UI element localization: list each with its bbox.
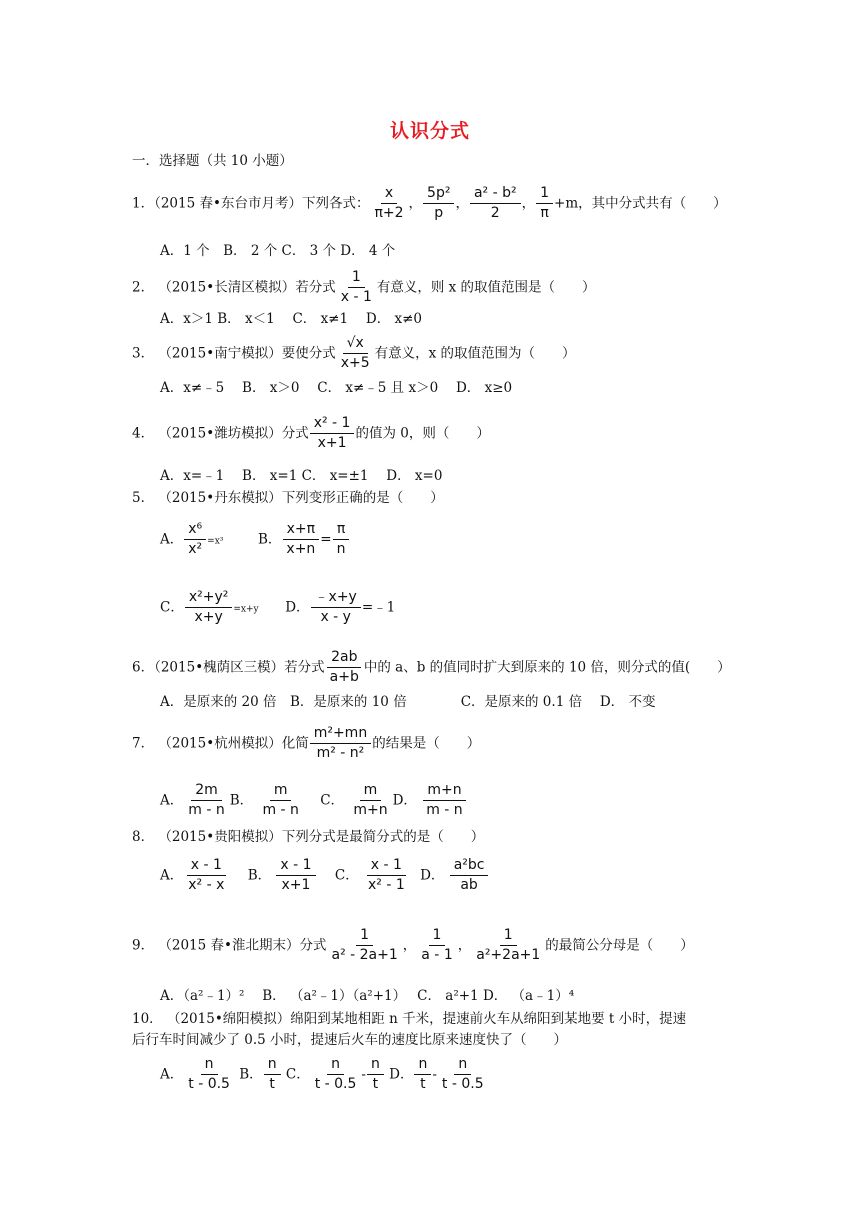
q1-f4-denominator: π [540, 205, 549, 222]
q2-stem: 2． （2015•长清区模拟）若分式 [132, 279, 336, 296]
q5-a-result: =x³ [207, 536, 224, 547]
question-1: 1．（2015 春•东台市月考）下列各式： $\frac{x}{\pi+2}$ ， $\frac{\text{5p²}}{p}$ ， $\frac{\text{a² - b²}}{2}$ ， $\frac{1}{\pi}$ +m，其中分式共有（ ） [132, 185, 727, 222]
q5-options-ab: A． $\frac{\text{x⁶}}{\text{x²}}$ =x³ B． $\frac{x+\pi}{x+n}$ = $\frac{\pi}{n}$ [160, 522, 350, 558]
q7-options [160, 783, 468, 819]
q10-stem-line-2: 后行车时间减少了 0.5 小时，提速后火车的速度比原来速度快了（ ） [132, 1032, 568, 1048]
q7-fraction [310, 726, 372, 762]
q4-numerator: x² - 1 [310, 416, 355, 434]
q3-numerator: √x [343, 336, 368, 354]
q8-option-c-label: C． [334, 867, 359, 884]
q1-fraction-3 [470, 186, 521, 222]
q5-c-denominator: x+y [194, 609, 223, 626]
q9-f1-numerator: 1 [356, 928, 373, 946]
q8-c-numerator: x - 1 [367, 858, 406, 876]
q7-numerator: m²+mn [310, 726, 372, 744]
q10-option-d-fraction-1 [414, 1057, 431, 1093]
q7-stem: 7． （2015•杭州模拟）化简 [132, 735, 309, 752]
question-7 [132, 726, 480, 762]
q7-c-numerator: m [360, 783, 382, 801]
question-4 [132, 416, 490, 452]
q5-option-c-fraction [185, 590, 233, 626]
q9-stem: 9． （2015 春•淮北期末）分式 [132, 937, 327, 954]
q8-d-denominator: ab [460, 877, 478, 894]
q5-option-b-fraction-left [282, 522, 319, 558]
q9-stem-end: 的最简公分母是（ ） [545, 937, 694, 954]
q7-stem-end: 的结果是（ ） [372, 735, 481, 752]
q5-option-b-label: B． [257, 531, 282, 548]
q7-option-d-label: D． [392, 792, 417, 809]
q8-a-denominator: x² - x [188, 877, 225, 894]
q7-option-c-label: C． [320, 792, 345, 809]
q7-a-denominator: m - n [188, 802, 225, 819]
q7-option-a-label: A． [160, 792, 184, 809]
q10-option-b-label: B． [239, 1066, 263, 1083]
q1-f3-numerator: a² - b² [470, 186, 521, 204]
q5-b-denominator: x+n [286, 541, 316, 558]
q1-stem-end: +m，其中分式共有（ ） [554, 195, 727, 212]
q10-c-numerator-2: n [367, 1057, 384, 1075]
q7-d-numerator: m+n [423, 783, 465, 801]
q10-option-c-fraction-1 [311, 1057, 361, 1093]
q7-c-denominator: m+n [353, 802, 388, 819]
q1-fraction-1 [370, 186, 407, 222]
question-2 [132, 270, 596, 306]
q7-option-c-fraction [349, 783, 391, 819]
q6-numerator: 2ab [327, 650, 361, 668]
q5-b-denominator-2: n [336, 541, 346, 558]
q8-option-c-fraction [364, 858, 409, 894]
q5-option-b-fraction-right [333, 522, 350, 558]
q4-denominator: x+1 [317, 435, 347, 452]
q7-b-numerator: m [270, 783, 292, 801]
q10-option-c-label: C． [285, 1066, 310, 1083]
q8-option-d-fraction [450, 858, 489, 894]
q7-b-denominator: m - n [262, 802, 299, 819]
question-6 [132, 650, 731, 686]
q3-denominator: x+5 [340, 355, 370, 372]
q9-fraction-2 [417, 928, 456, 964]
q8-option-a-label: A． [160, 867, 184, 884]
q7-d-denominator: m - n [426, 802, 463, 819]
q5-c-numerator: x²+y² [185, 590, 233, 608]
q10-option-d-fraction-2 [438, 1057, 488, 1093]
q10-d-denominator-2: t - 0.5 [441, 1076, 484, 1093]
q10-d-numerator-2: n [454, 1057, 471, 1075]
q1-fraction-4 [536, 186, 553, 222]
question-9: 9． （2015 春•淮北期末）分式 $\frac{1}{\text{a² - 2a+1}}$ ， $\frac{1}{a - 1}$ ， $\frac{1}{\text{a²+2a+1}}$ 的最简公分母是（ ） [132, 927, 694, 964]
q10-c-denominator: t - 0.5 [314, 1076, 357, 1093]
q1-f4-numerator: 1 [536, 186, 553, 204]
q1-stem: 1．（2015 春•东台市月考）下列各式： [132, 195, 370, 212]
q7-option-d-fraction [422, 783, 466, 819]
q4-stem: 4． （2015•潍坊模拟）分式 [132, 425, 309, 442]
q10-options: A． $\frac{n}{t - 0.5}$ B． $\frac{n}{t}$ C． $\frac{n}{t - 0.5}$ - $\frac{n}{t}$ D． $\frac{n}{t}$ - $\frac{n}{t - 0.5}$ [160, 1057, 489, 1093]
q1-fraction-2 [423, 186, 454, 222]
q9-f2-denominator: a - 1 [421, 947, 453, 964]
q10-b-denominator: t [269, 1076, 275, 1093]
q7-a-numerator: 2m [191, 783, 222, 801]
q3-fraction [337, 336, 374, 372]
q10-a-numerator: n [201, 1057, 218, 1075]
q10-option-a-fraction [184, 1057, 234, 1093]
q6-denominator: a+b [329, 669, 359, 686]
q5-option-d-fraction [311, 590, 361, 626]
q8-option-b-label: B． [247, 867, 272, 884]
q8-options [160, 858, 489, 894]
q8-c-denominator: x² - 1 [368, 877, 405, 894]
q8-d-numerator: a²bc [450, 858, 489, 876]
q1-f1-denominator: π+2 [374, 205, 404, 222]
q10-stem-line-1: 10． （2015•绵阳模拟）绵阳到某地相距 n 千米，提速前火车从绵阳到某地要 t 小时，提速 [132, 1011, 687, 1027]
q5-b-numerator-2: π [333, 522, 349, 540]
q6-options: A．是原来的 20 倍 B．是原来的 10 倍 C．是原来的 0.1 倍 D． 不变 [160, 694, 656, 710]
q7-option-b-label: B． [229, 792, 254, 809]
q5-d-numerator: ﹣x+y [311, 590, 361, 608]
q10-c-numerator: n [327, 1057, 344, 1075]
q7-option-a-fraction [184, 783, 228, 819]
q10-option-c-fraction-2 [367, 1057, 384, 1093]
q9-f3-numerator: 1 [500, 928, 517, 946]
q5-option-d-label: D． [285, 599, 310, 616]
q5-d-result: =﹣1 [361, 599, 396, 616]
q5-b-numerator: x+π [283, 522, 319, 540]
q9-f2-numerator: 1 [429, 928, 446, 946]
q5-stem: 5． （2015•丹东模拟）下列变形正确的是（ ） [132, 490, 444, 506]
q3-options: A．x≠﹣5 B． x＞0 C． x≠﹣5 且 x＞0 D． x≥0 [160, 380, 513, 396]
q1-f2-denominator: p [434, 205, 444, 222]
q5-option-a-label: A． [160, 531, 184, 548]
q1-f2-numerator: 5p² [423, 186, 454, 204]
q8-option-b-fraction [276, 858, 315, 894]
q5-option-a-fraction [184, 522, 206, 558]
q10-c-denominator-2: t [372, 1076, 379, 1093]
q8-stem: 8． （2015•贵阳模拟）下列分式是最简分式的是（ ） [132, 829, 485, 845]
q2-denominator: x - 1 [340, 289, 372, 306]
q4-fraction [310, 416, 355, 452]
q6-fraction [326, 650, 363, 686]
q8-b-denominator: x+1 [281, 877, 311, 894]
q10-d-denominator: t [420, 1076, 426, 1093]
question-3 [132, 336, 576, 372]
q9-options: A．（a²﹣1）² B． （a²﹣1）（a²+1） C． a²+1 D． （a﹣1）⁴ [160, 988, 575, 1004]
page-title: 认识分式 [389, 120, 470, 142]
q9-fraction-1 [328, 928, 402, 964]
q6-stem-end: 中的 a、b 的值同时扩大到原来的 10 倍，则分式的值( ） [363, 659, 731, 676]
q4-stem-end: 的值为 0，则（ ） [355, 425, 490, 442]
q2-stem-end: 有意义，则 x 的取值范围是（ ） [376, 279, 596, 296]
q2-fraction [337, 270, 376, 306]
q5-c-result: =x+y [233, 604, 259, 615]
q8-option-a-fraction [184, 858, 228, 894]
q2-numerator: 1 [348, 270, 365, 288]
q9-f3-denominator: a²+2a+1 [476, 947, 541, 964]
q8-b-numerator: x - 1 [276, 858, 315, 876]
q1-f3-denominator: 2 [490, 205, 500, 222]
q6-stem: 6．（2015•槐荫区三模）若分式 [132, 659, 325, 676]
q4-options: A．x=﹣1 B． x=1 C． x=±1 D． x=0 [160, 468, 443, 484]
q2-options: A．x＞1 B． x＜1 C． x≠1 D． x≠0 [160, 311, 423, 327]
q7-option-b-fraction [258, 783, 302, 819]
q1-f1-numerator: x [381, 186, 397, 204]
q3-stem-end: 有意义，x 的取值范围为（ ） [374, 345, 576, 362]
q10-option-d-label: D． [389, 1066, 414, 1083]
q7-denominator: m² - n² [316, 745, 365, 762]
q9-f1-denominator: a² - 2a+1 [331, 947, 398, 964]
section-heading: 一．选择题（共 10 小题） [132, 153, 293, 169]
q8-a-numerator: x - 1 [187, 858, 226, 876]
q10-a-denominator: t - 0.5 [188, 1076, 230, 1093]
q9-fraction-3 [472, 928, 544, 964]
q1-options: A．1 个 B． 2 个 C． 3 个 D． 4 个 [160, 243, 396, 259]
q10-option-b-fraction [264, 1057, 281, 1093]
q5-d-denominator: x - y [320, 609, 351, 626]
q5-option-c-label: C． [160, 599, 184, 616]
q5-a-numerator: x⁶ [184, 522, 206, 540]
q3-stem: 3． （2015•南宁模拟）要使分式 [132, 345, 336, 362]
q10-option-a-label: A． [160, 1066, 184, 1083]
q5-a-denominator: x² [188, 541, 203, 558]
q8-option-d-label: D． [420, 867, 445, 884]
q10-d-numerator: n [414, 1057, 431, 1075]
q10-b-numerator: n [264, 1057, 281, 1075]
q5-options-cd [160, 590, 395, 626]
